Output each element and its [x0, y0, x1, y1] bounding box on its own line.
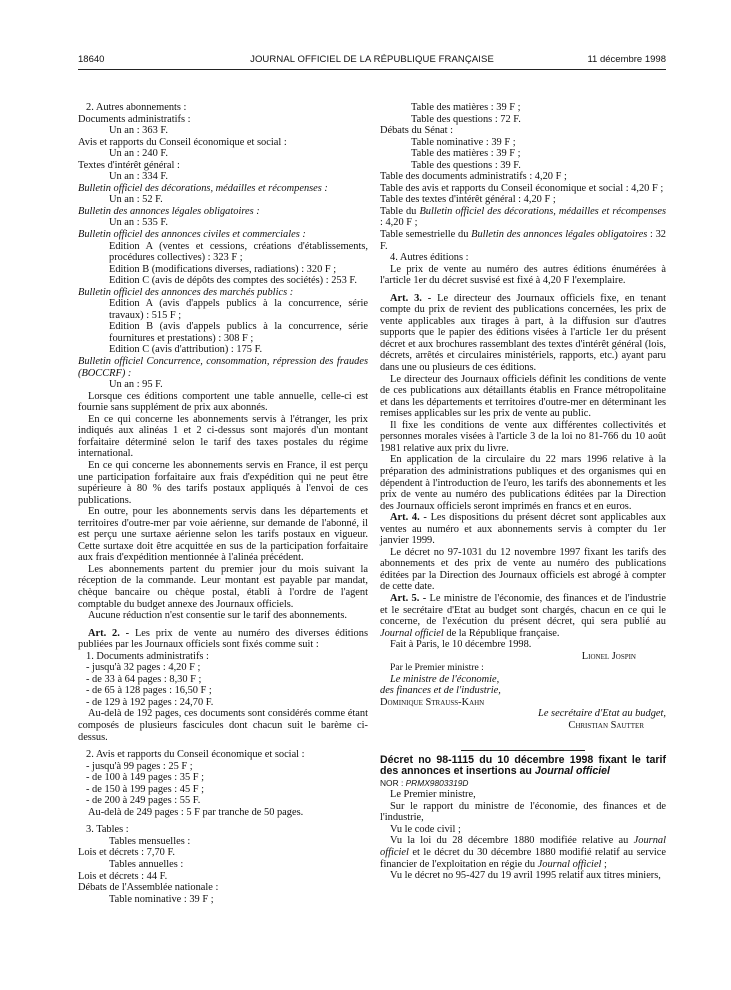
text-line: Un an : 363 F.: [109, 125, 168, 137]
list-item: - de 129 à 192 pages : 24,70 F.: [86, 696, 214, 708]
separator-rule: [461, 750, 585, 751]
signature-date: Fait à Paris, le 10 décembre 1998.: [390, 639, 532, 651]
publication-title: Bulletin officiel des annonces des marchés publics :: [78, 286, 294, 298]
minister-title: [380, 685, 666, 697]
text-span: Vu la loi du 28 décembre 1880 modifiée relative au: [390, 835, 634, 847]
text-line: Tables annuelles :: [109, 859, 184, 870]
text-line: Débats de l'Assemblée nationale :: [78, 882, 219, 894]
journal-title: JOURNAL OFFICIEL DE LA RÉPUBLIQUE FRANÇAISE: [250, 54, 494, 65]
text-line: Table des textes d'intérêt général : 4,20 F ;: [380, 194, 556, 206]
paragraph: Lorsque ces éditions comportent une table annuelle, celle-ci est fournie sans supplément de prix aux abonnés.: [78, 390, 368, 414]
paragraph: En ce qui concerne les abonnements servis à l'étranger, les prix indiqués aux alinéas 1 et 2 ci-dessus sont majorés d'un montant forfaitaire déterminé selon le tarif des taxes postales du régime international.: [78, 413, 368, 460]
text-line: Edition A (ventes et cessions, créations d'établissements, procédures collectives) : 323 F ;: [109, 240, 368, 264]
header-rule: [78, 69, 666, 70]
decree-title-journal: Journal officiel: [534, 765, 610, 778]
paragraph: [380, 835, 666, 870]
paragraph: En application de la circulaire du 22 mars 1996 relative à la préparation des administrations publiques et des organismes qui en dépendent à l'introduction de l'euro, les tarifs des abonnements et les prix de vente au numéro des publications éditées par la Direction des Journaux officiels seront imprimés en francs et en euros.: [380, 454, 666, 512]
text-line: Débats du Sénat :: [380, 125, 454, 137]
text-line: 2. Autres abonnements :: [86, 102, 187, 113]
text-line: Table nominative : 39 F ;: [411, 136, 516, 148]
paragraph: Les abonnements partent du premier jour du mois suivant la réception de la commande. Leur montant est payable par mandat, chèque bancaire ou chèque postal, établi à l'ordre de l'agent comptable du budget annexe des Journaux officiels.: [78, 563, 368, 610]
text-line: Tables mensuelles :: [109, 835, 191, 847]
signature-minister: Dominique Strauss-Kahn: [380, 696, 485, 708]
publication-title: Journal officiel: [537, 858, 602, 870]
decree-title: [380, 755, 666, 778]
article-label: Art. 3. -: [390, 292, 432, 304]
article-text: Les prix de vente au numéro des diverses éditions publiées par les Journaux officiels sont fixés comme suit :: [78, 627, 368, 651]
paragraph: Aucune réduction n'est consentie sur le tarif des abonnements.: [88, 610, 347, 622]
secretary-title-line: Le secrétaire d'Etat au budget,: [538, 708, 666, 720]
text-line: Table nominative : 39 F ;: [109, 893, 214, 905]
paragraph: Sur le rapport du ministre de l'économie, des finances et de l'industrie,: [380, 800, 666, 824]
article-label: Art. 5. -: [390, 592, 427, 604]
publication-title: Journal officiel: [380, 627, 444, 639]
list-item: - de 200 à 249 pages : 55 F.: [86, 795, 201, 807]
paragraph: Au-delà de 192 pages, ces documents sont considérés comme étant composés de plusieurs fascicules dont chacun suit le barème ci-dessus.: [78, 708, 368, 743]
minister-title-line: des finances et de l'industrie,: [380, 685, 501, 697]
nor-reference: [380, 778, 666, 790]
page-number: 18640: [78, 54, 105, 65]
article-3: [380, 293, 666, 374]
text-line: Edition C (avis de dépôts des comptes des sociétés) : 253 F.: [109, 275, 357, 287]
publication-title: Bulletin officiel Concurrence, consommation, répression des fraudes (BOCCRF) :: [78, 356, 368, 379]
spacer: [380, 732, 666, 750]
publication-title: Bulletin officiel des annonces civiles et commerciales :: [78, 229, 306, 241]
text-line: Table des questions : 72 F.: [411, 113, 521, 125]
signature-intro: Par le Premier ministre :: [390, 662, 484, 674]
nor-code: PRMX9803319D: [405, 777, 469, 788]
signature-secretary: Christian Sautter: [568, 719, 644, 731]
paragraph: Le directeur des Journaux officiels définit les conditions de vente de ces publications aux détaillants établis en France métropolitaine et dans les départements et territoires d'outre-mer en déterminant les remises applicables sur les prix de vente au public.: [380, 373, 666, 420]
nor-label: NOR :: [380, 777, 406, 788]
paragraph: En outre, pour les abonnements servis dans les départements et territoires d'outre-mer par voie aérienne, sur demande de l'abonné, il est perçu une surtaxe aérienne selon les tarifs postaux en vigueur. Cette surtaxe doit être acquittée en sus de la participation forfaitaire aux frais d'expédition mentionnée à l'alinéa précédent.: [78, 506, 368, 564]
text-span: et le décret du 30 décembre 1880 modifié relatif au service financier de l'exploitation en régie du: [380, 847, 666, 870]
text-line: Table des matières : 39 F ;: [411, 148, 521, 160]
text-line: Un an : 535 F.: [109, 217, 168, 229]
paragraph: En ce qui concerne les abonnements servis en France, il est perçu une participation forfaitaire aux frais d'expédition qui ne peut être supérieure à 80 % des tarifs postaux appliqués à l'envoi de ces publications.: [78, 459, 368, 506]
minister-title-line: Le ministre de l'économie,: [390, 673, 500, 685]
text-line: [78, 287, 368, 299]
list-item: - de 150 à 199 pages : 45 F ;: [86, 783, 205, 795]
issue-date: 11 décembre 1998: [587, 54, 666, 65]
text-line: [78, 229, 368, 241]
right-column: [380, 102, 666, 882]
text-line: Un an : 95 F.: [109, 379, 163, 391]
article-text: Les dispositions du présent décret sont applicables aux ventes au numéro et aux abonnements servis à compter du 1er janvier 1999.: [380, 512, 666, 547]
paragraph: Le Premier ministre,: [390, 789, 476, 801]
text-line: Table des matières : 39 F ;: [411, 102, 521, 113]
text-line: Table des documents administratifs : 4,20 F ;: [380, 171, 567, 183]
list-item: - jusqu'à 32 pages : 4,20 F ;: [86, 662, 201, 674]
paragraph: Vu le code civil ;: [390, 823, 461, 835]
text-span: : 4,20 F ;: [380, 217, 418, 229]
text-line: [380, 206, 666, 229]
text-line: [380, 229, 666, 252]
text-line: Lois et décrets : 44 F.: [78, 870, 168, 882]
text-span: Table du: [380, 205, 420, 217]
secretary-title: [380, 708, 666, 720]
article-2: [78, 628, 368, 651]
signature-prime-minister: Lionel Jospin: [581, 650, 636, 662]
publication-title: Bulletin officiel des décorations, médailles et récompenses: [419, 205, 667, 217]
text-line: 1. Documents administratifs :: [86, 650, 209, 662]
text-span: ;: [601, 858, 607, 870]
text-span: Table semestrielle du: [380, 229, 472, 241]
article-text: Le ministre de l'économie, des finances et de l'industrie et le secrétaire d'Etat au budget sont chargés, chacun en ce qui le concerne, de l'exécution du présent décret, qui sera publié au: [380, 592, 666, 628]
text-line: Avis et rapports du Conseil économique et social :: [78, 136, 287, 148]
paragraph: Le prix de vente au numéro des autres éditions énumérées à l'article 1er du décret susvisé est fixé à 4,20 F l'exemplaire.: [380, 263, 666, 287]
text-line: Edition A (avis d'appels publics à la concurrence, série travaux) : 515 F ;: [109, 298, 368, 321]
text-line: Edition B (modifications diverses, radiations) : 320 F ;: [109, 263, 337, 275]
list-item: - jusqu'à 99 pages : 25 F ;: [86, 760, 193, 772]
article-label: Art. 2. -: [88, 627, 130, 639]
text-line: Table des avis et rapports du Conseil économique et social : 4,20 F ;: [380, 182, 664, 194]
article-text: de la République française.: [443, 627, 560, 639]
list-item: - de 100 à 149 pages : 35 F ;: [86, 772, 205, 784]
decree-title-text: Décret no 98-1115 du 10 décembre 1998 fixant le tarif des annonces et insertions au: [380, 753, 666, 778]
text-line: Documents administratifs :: [78, 113, 191, 125]
paragraph: Vu le décret no 95-427 du 19 avril 1995 relatif aux titres miniers,: [390, 870, 661, 882]
text-line: Un an : 52 F.: [109, 194, 163, 206]
text-span: : 32 F.: [380, 229, 666, 252]
list-item: - de 33 à 64 pages : 8,30 F ;: [86, 673, 202, 685]
text-line: Un an : 334 F.: [109, 171, 168, 183]
paragraph: Le décret no 97-1031 du 12 novembre 1997 fixant les tarifs des abonnements et des prix de vente au numéro des publications éditées par la Direction des Journaux officiels est abrogé à compter de cette date.: [380, 546, 666, 593]
text-line: Edition C (avis d'attribution) : 175 F.: [109, 344, 263, 356]
text-line: Lois et décrets : 7,70 F.: [78, 847, 175, 859]
text-line: Textes d'intérêt général :: [78, 159, 180, 171]
text-line: [78, 356, 368, 379]
text-line: [78, 206, 368, 218]
publication-title: Journal officiel: [380, 835, 666, 858]
text-line: 3. Tables :: [86, 824, 129, 836]
paragraph: Il fixe les conditions de vente aux différentes collectivités et personnes morales visées à l'article 3 de la loi no 81-766 du 10 août 1981 relative aux prix du livre.: [380, 419, 666, 454]
article-text: Le directeur des Journaux officiels fixe, en tenant compte du prix de revient des publications concernées, les prix de vente applicables aux tirages à part, à la diffusion sur d'autres supports que le papier des éditions visées à l'article 1er du présent décret et aux brochures rassemblant des textes d'intérêt général (lois, décrets, arrêtés et circulaires ministériels, rapports, etc.) ayant paru dans une ou plusieurs de ces éditions.: [380, 292, 667, 374]
article-label: Art. 4. -: [390, 512, 427, 524]
article-4: [380, 512, 666, 547]
text-line: [78, 183, 368, 195]
paragraph: Au-delà de 249 pages : 5 F par tranche de 50 pages.: [88, 806, 304, 818]
article-5: [380, 593, 666, 639]
text-line: Un an : 240 F.: [109, 148, 168, 160]
publication-title: Bulletin officiel des décorations, médailles et récompenses :: [78, 182, 328, 194]
publication-title: Bulletin des annonces légales obligatoires: [471, 229, 648, 241]
text-line: Table des questions : 39 F.: [411, 159, 521, 171]
text-line: 2. Avis et rapports du Conseil économique et social :: [86, 749, 305, 761]
left-column: [78, 102, 368, 905]
minister-title: [380, 674, 666, 686]
list-item: - de 65 à 128 pages : 16,50 F ;: [86, 685, 212, 697]
text-line: 4. Autres éditions :: [390, 252, 469, 264]
publication-title: Bulletin des annonces légales obligatoires :: [78, 205, 260, 217]
text-line: Edition B (avis d'appels publics à la concurrence, série fournitures et prestations) : 308 F ;: [109, 321, 368, 344]
page-header: [78, 54, 666, 68]
